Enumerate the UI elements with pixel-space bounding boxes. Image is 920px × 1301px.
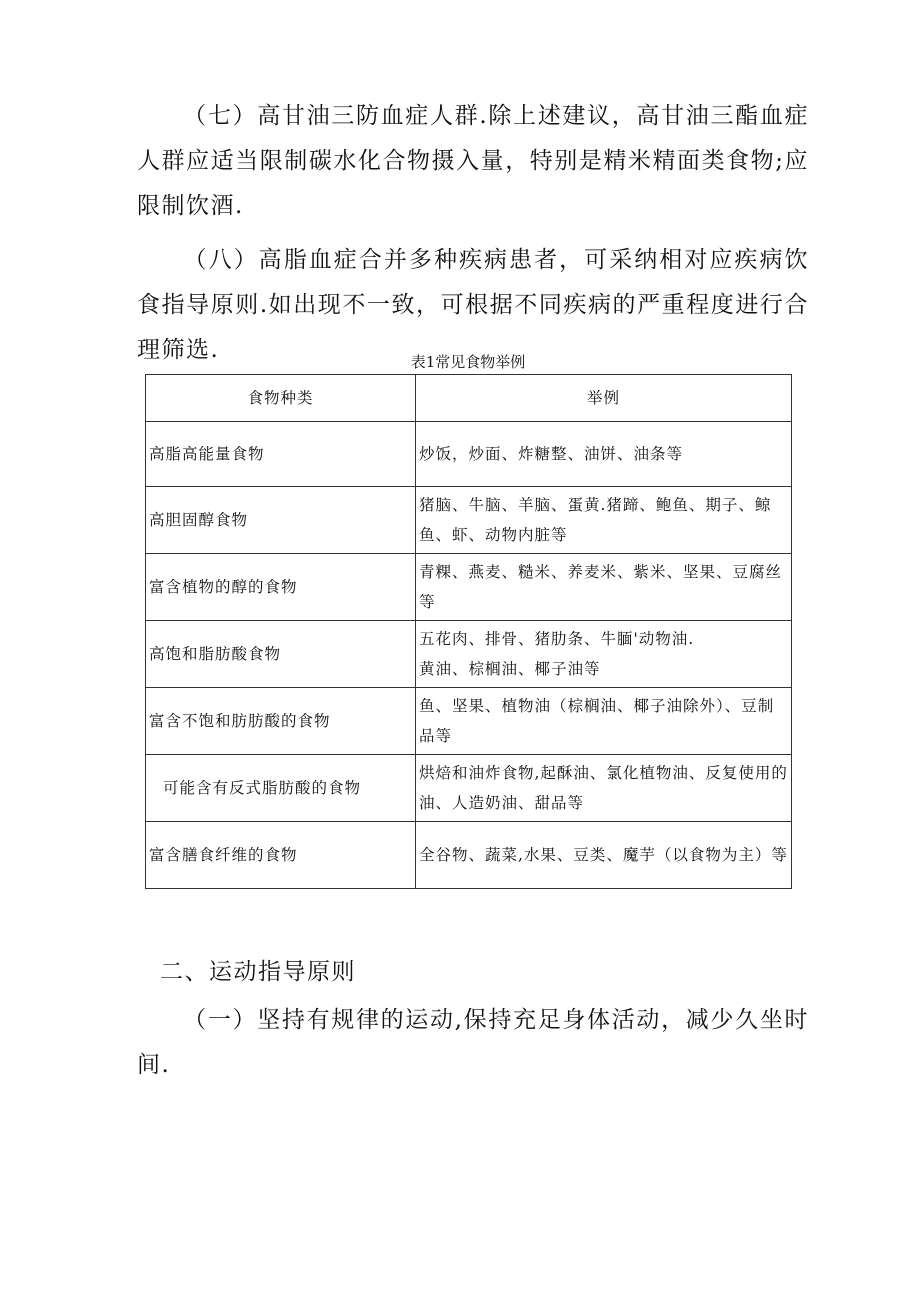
- food-category-cell: 高胆固醇食物: [146, 487, 416, 554]
- paragraph-exercise-one: [137, 998, 809, 1088]
- table-row: [146, 621, 792, 688]
- food-examples-table: [145, 374, 792, 889]
- paragraph-eight-text: （八）高脂血症合并多种疾病患者，可采纳相对应疾病饮食指导原则.如出现不一致，可根据不同疾病的严重程度进行合理筛选.: [137, 247, 809, 363]
- food-examples-cell: 炒饭，炒面、炸糖整、油饼、油条等: [416, 422, 792, 487]
- food-category-cell: 富含膳食纤维的食物: [146, 822, 416, 889]
- food-examples-line: 黄油、棕榈油、椰子油等: [419, 660, 601, 678]
- table-caption: 表1常见食物举例: [410, 353, 526, 371]
- food-examples-line: 五花肉、排骨、猪肋条、牛腼'动物油.: [419, 630, 695, 648]
- header-food-category: 食物种类: [146, 375, 416, 422]
- header-examples: 举例: [416, 375, 792, 422]
- paragraph-seven-text: （七）高甘油三防血症人群.除上述建议，高甘油三酯血症人群应适当限制碳水化合物摄入量，特别是精米精面类食物;应限制饮酒.: [137, 103, 809, 219]
- food-examples-cell: 鱼、坚果、植物油（棕榈油、椰子油除外）、豆制品等: [416, 688, 792, 755]
- food-examples-cell: 青粿、燕麦、糙米、养麦米、紫米、坚果、豆腐丝等: [416, 554, 792, 621]
- food-examples-cell: 全谷物、蔬菜,水果、豆类、魔芋（以食物为主）等: [416, 822, 792, 889]
- table-row: [146, 554, 792, 621]
- food-category-cell: 可能含有反式脂肪酸的食物: [146, 755, 416, 822]
- table-row: [146, 487, 792, 554]
- section-heading-exercise: 二、运动指导原则: [160, 959, 356, 985]
- food-examples-cell: 猪脑、牛脑、羊脑、蛋黄.猪蹄、鲍鱼、期子、鲸鱼、虾、动物内脏等: [416, 487, 792, 554]
- paragraph-seven: [137, 94, 809, 229]
- food-category-cell: 富含植物的醇的食物: [146, 554, 416, 621]
- food-category-cell: 富含不饱和肪肪酸的食物: [146, 688, 416, 755]
- paragraph-exercise-one-text: （一）坚持有规律的运动,保持充足身体活动，减少久坐时间.: [137, 1007, 809, 1078]
- food-category-cell: 高脂高能量食物: [146, 422, 416, 487]
- table-header-row: [146, 375, 792, 422]
- food-category-cell: 高饱和脂肪酸食物: [146, 621, 416, 688]
- food-examples-cell: [416, 621, 792, 688]
- table-row: [146, 755, 792, 822]
- table-row: [146, 422, 792, 487]
- food-examples-cell: 烘焙和油炸食物,起酥油、氯化植物油、反复使用的油、人造奶油、甜品等: [416, 755, 792, 822]
- table-row: [146, 688, 792, 755]
- table-row: [146, 822, 792, 889]
